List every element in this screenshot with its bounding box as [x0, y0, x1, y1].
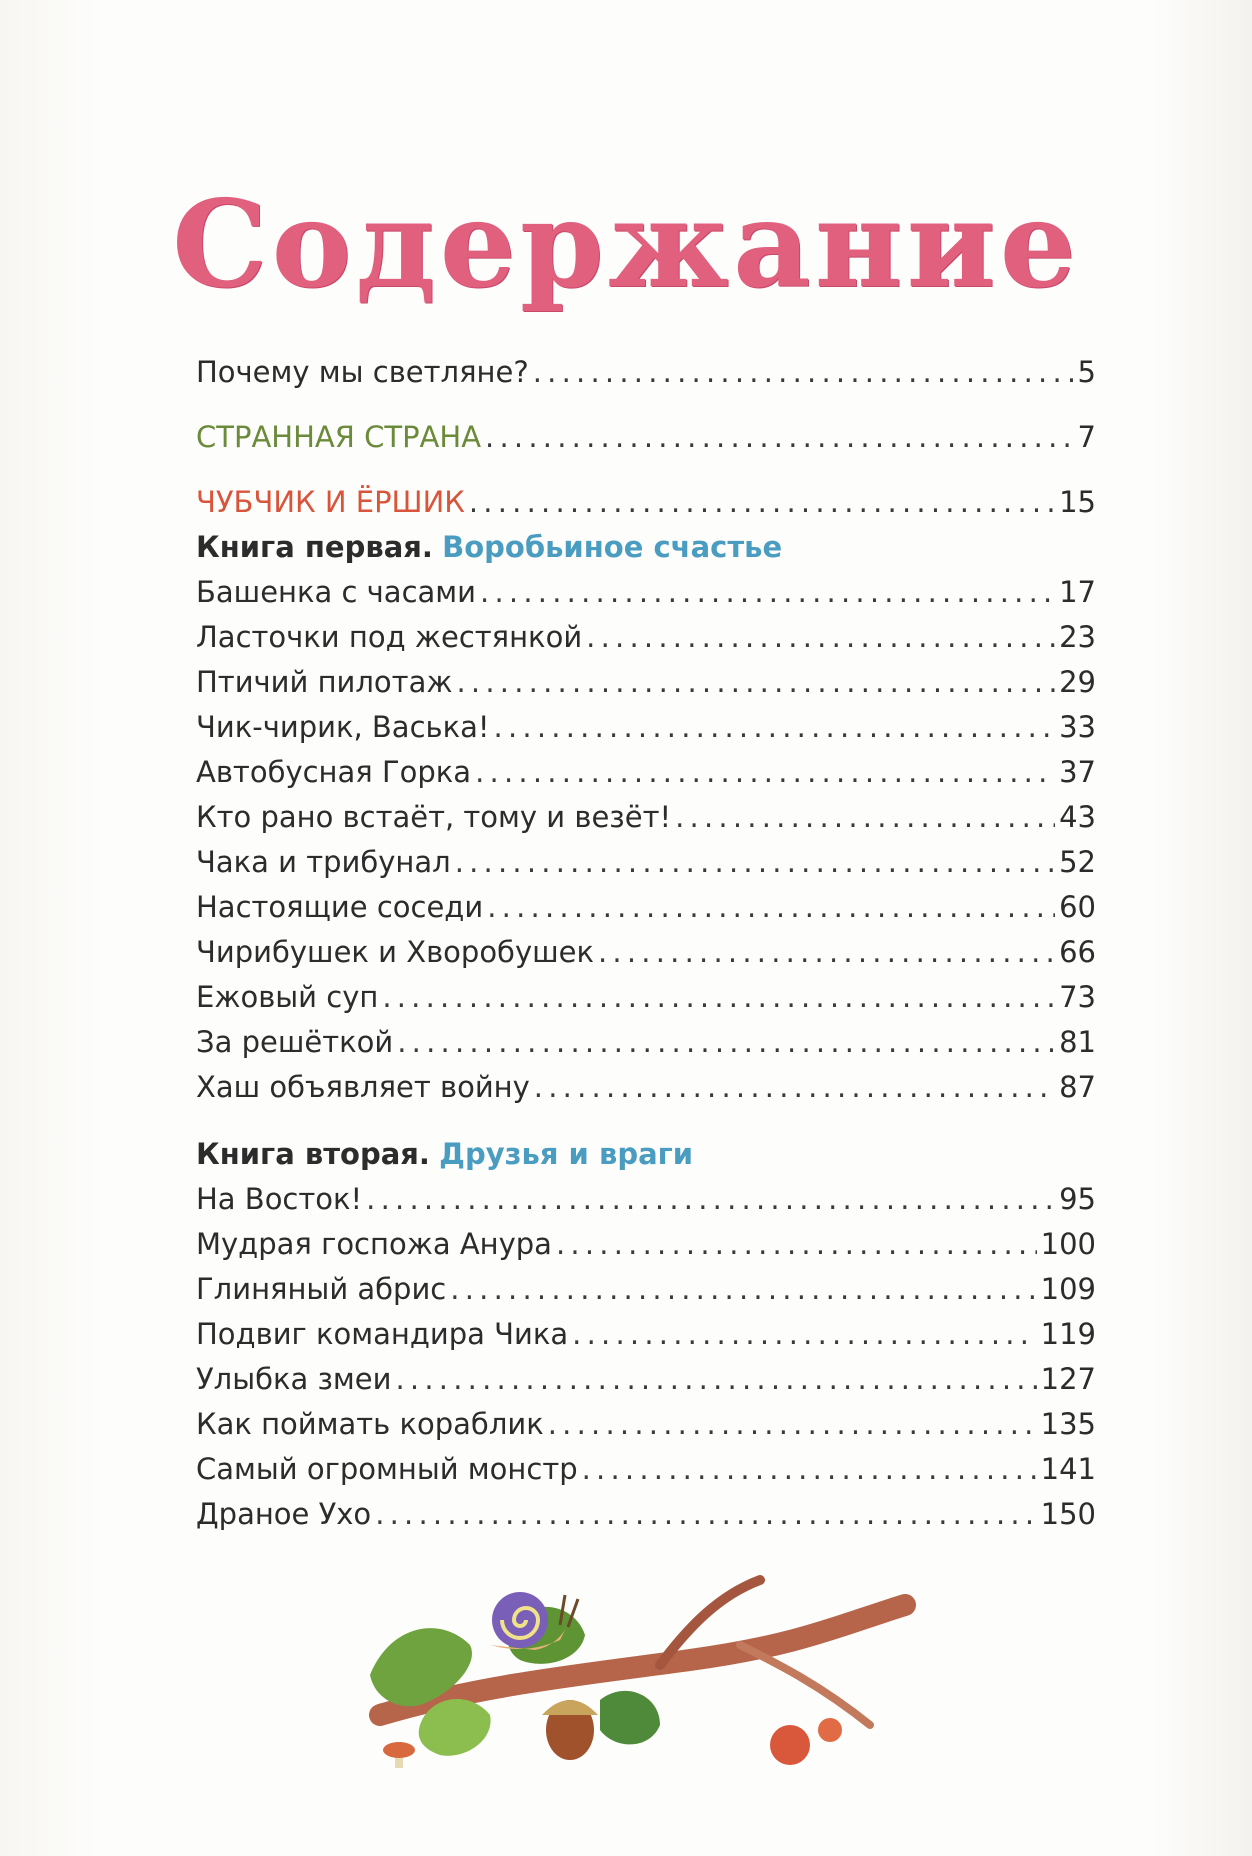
toc-chapter[interactable]	[196, 975, 1096, 1020]
chapter-label: Ласточки под жестянкой	[196, 620, 583, 654]
snail-on-branch-illustration	[360, 1565, 920, 1780]
chapter-page: 135	[1040, 1407, 1096, 1441]
chapter-label: Чака и трибунал	[196, 845, 451, 879]
toc-entry-page: 5	[1077, 355, 1096, 389]
dot-leader	[469, 480, 1055, 525]
toc-chapter[interactable]	[196, 1402, 1096, 1447]
book-title: Друзья и враги	[439, 1137, 694, 1171]
dot-leader	[397, 1020, 1055, 1065]
dot-leader	[366, 1177, 1055, 1222]
toc-chapter[interactable]	[196, 570, 1096, 615]
toc-chapter[interactable]	[196, 1357, 1096, 1402]
dot-leader	[572, 1312, 1036, 1357]
chapter-label: На Восток!	[196, 1182, 363, 1216]
toc-section-chubchik[interactable]	[196, 480, 1096, 525]
chapter-label: Ежовый суп	[196, 980, 379, 1014]
chapter-page: 81	[1059, 1025, 1096, 1059]
toc-chapter[interactable]	[196, 615, 1096, 660]
toc-chapter[interactable]	[196, 840, 1096, 885]
dot-leader	[548, 1402, 1037, 1447]
book-number: Книга вторая.	[196, 1137, 430, 1171]
toc-section-label: СТРАННАЯ СТРАНА	[196, 420, 482, 454]
toc-chapter[interactable]	[196, 1492, 1096, 1537]
chapter-label: Хаш объявляет войну	[196, 1070, 530, 1104]
chapter-label: Птичий пилотаж	[196, 665, 453, 699]
chapter-page: 100	[1040, 1227, 1096, 1261]
toc-entry-label: Почему мы светляне?	[196, 355, 529, 389]
chapter-label: Глиняный абрис	[196, 1272, 447, 1306]
dot-leader	[480, 570, 1055, 615]
chapter-label: Драное Ухо	[196, 1497, 372, 1531]
chapter-page: 66	[1059, 935, 1096, 969]
toc-chapter[interactable]	[196, 1177, 1096, 1222]
book-two-chapters	[196, 1177, 1096, 1537]
toc-section-page: 15	[1059, 485, 1096, 519]
chapter-page: 109	[1040, 1272, 1096, 1306]
toc-chapter[interactable]	[196, 1312, 1096, 1357]
chapter-page: 52	[1059, 845, 1096, 879]
spacer	[196, 1110, 1096, 1132]
dot-leader	[475, 750, 1055, 795]
dot-leader	[456, 660, 1055, 705]
chapter-label: За решёткой	[196, 1025, 394, 1059]
chapter-label: Чирибушек и Хворобушек	[196, 935, 594, 969]
chapter-page: 73	[1059, 980, 1096, 1014]
chapter-page: 119	[1040, 1317, 1096, 1351]
dot-leader	[556, 1222, 1037, 1267]
chapter-page: 60	[1059, 890, 1096, 924]
chapter-label: Самый огромный монстр	[196, 1452, 578, 1486]
toc-chapter[interactable]	[196, 885, 1096, 930]
toc-chapter[interactable]	[196, 1267, 1096, 1312]
book-two-heading	[196, 1132, 1096, 1177]
chapter-label: Улыбка змеи	[196, 1362, 392, 1396]
chapter-page: 17	[1059, 575, 1096, 609]
chapter-page: 23	[1059, 620, 1096, 654]
chapter-page: 150	[1040, 1497, 1096, 1531]
table-of-contents	[196, 350, 1096, 1537]
toc-section-label: ЧУБЧИК И ЁРШИК	[196, 485, 465, 519]
page-title: Содержание	[172, 174, 1080, 315]
dot-leader	[450, 1267, 1036, 1312]
dot-leader	[534, 1065, 1055, 1110]
dot-leader	[382, 975, 1055, 1020]
toc-chapter[interactable]	[196, 1065, 1096, 1110]
dot-leader	[494, 705, 1056, 750]
chapter-page: 43	[1059, 800, 1096, 834]
chapter-page: 141	[1040, 1452, 1096, 1486]
toc-section-strange-country[interactable]	[196, 415, 1096, 460]
dot-leader	[598, 930, 1055, 975]
chapter-label: Башенка с часами	[196, 575, 477, 609]
toc-chapter[interactable]	[196, 930, 1096, 975]
toc-chapter[interactable]	[196, 705, 1096, 750]
dot-leader	[455, 840, 1055, 885]
toc-section-page: 7	[1077, 420, 1096, 454]
chapter-page: 33	[1059, 710, 1096, 744]
chapter-page: 87	[1059, 1070, 1096, 1104]
dot-leader	[395, 1357, 1036, 1402]
toc-chapter[interactable]	[196, 1020, 1096, 1065]
dot-leader	[487, 885, 1055, 930]
chapter-page: 127	[1040, 1362, 1096, 1396]
toc-chapter[interactable]	[196, 660, 1096, 705]
dot-leader	[375, 1492, 1036, 1537]
chapter-label: Чик-чирик, Васька!	[196, 710, 490, 744]
chapter-label: Настоящие соседи	[196, 890, 484, 924]
chapter-label: Подвиг командира Чика	[196, 1317, 569, 1351]
toc-chapter[interactable]	[196, 1447, 1096, 1492]
chapter-label: Кто рано встаёт, тому и везёт!	[196, 800, 672, 834]
dot-leader	[582, 1447, 1037, 1492]
dot-leader	[675, 795, 1055, 840]
toc-chapter[interactable]	[196, 1222, 1096, 1267]
book-one-chapters	[196, 570, 1096, 1110]
chapter-page: 95	[1059, 1182, 1096, 1216]
dot-leader	[586, 615, 1055, 660]
book-one-heading	[196, 525, 1096, 570]
chapter-page: 37	[1059, 755, 1096, 789]
chapter-label: Мудрая госпожа Анура	[196, 1227, 552, 1261]
book-number: Книга первая.	[196, 530, 433, 564]
book-title: Воробьиное счастье	[442, 530, 783, 564]
toc-chapter[interactable]	[196, 795, 1096, 840]
toc-entry-intro[interactable]	[196, 350, 1096, 395]
dot-leader	[533, 350, 1074, 395]
chapter-label: Автобусная Горка	[196, 755, 472, 789]
chapter-page: 29	[1059, 665, 1096, 699]
dot-leader	[485, 415, 1074, 460]
toc-chapter[interactable]	[196, 750, 1096, 795]
chapter-label: Как поймать кораблик	[196, 1407, 544, 1441]
